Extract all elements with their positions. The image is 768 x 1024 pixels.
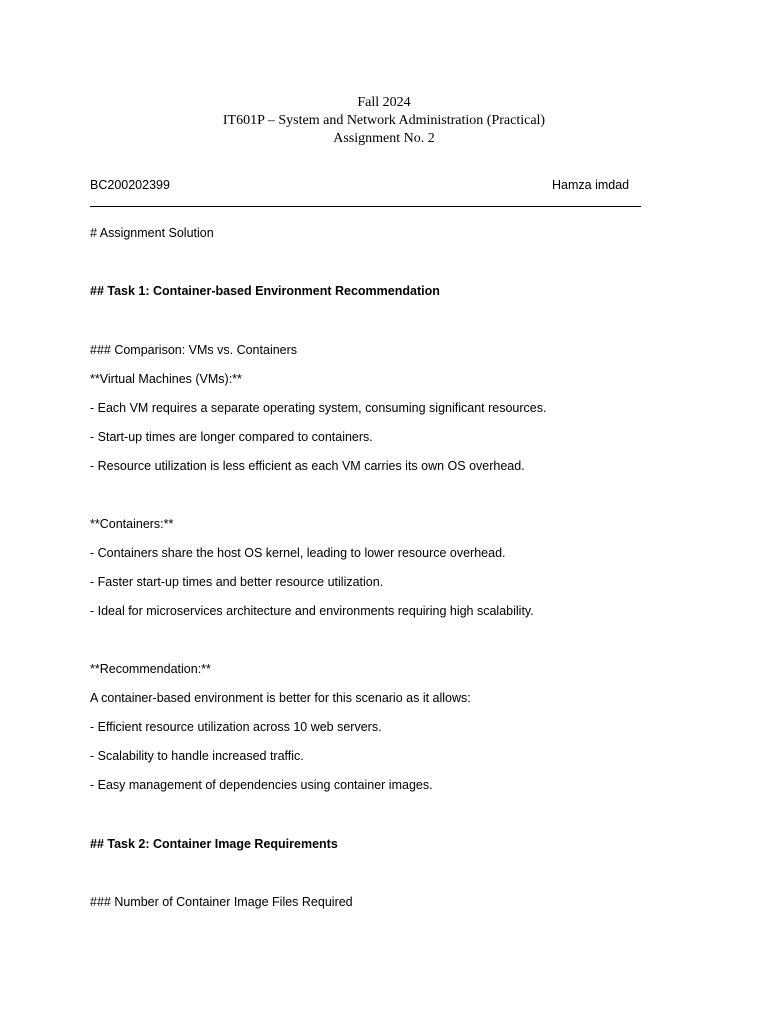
student-id: BC200202399 [90,178,170,192]
containers-label: **Containers:** [90,517,174,531]
course-title: IT601P – System and Network Administration (Practical) [222,113,546,128]
recommendation-label: **Recommendation:** [90,662,211,676]
vm-point: - Start-up times are longer compared to containers. [90,430,373,444]
document-term: Fall 2024 [357,95,411,110]
comparison-heading: ### Comparison: VMs vs. Containers [90,343,298,357]
container-point: - Faster start-up times and better resource utilization. [90,575,384,589]
vm-point: - Resource utilization is less efficient as each VM carries its own OS overhead. [90,459,525,473]
image-files-heading: ### Number of Container Image Files Required [90,895,353,909]
recommendation-point: - Efficient resource utilization across 10 web servers. [90,720,382,734]
container-point: - Containers share the host OS kernel, leading to lower resource overhead. [90,546,506,560]
solution-heading: # Assignment Solution [90,226,214,240]
vm-label: **Virtual Machines (VMs):** [90,372,242,386]
header-divider [90,206,641,207]
vm-point: - Each VM requires a separate operating system, consuming significant resources. [90,401,547,415]
assignment-number: Assignment No. 2 [333,131,435,146]
task1-heading: ## Task 1: Container-based Environment Recommendation [90,284,440,298]
recommendation-point: - Scalability to handle increased traffic. [90,749,304,763]
student-name: Hamza imdad [552,178,630,192]
recommendation-intro: A container-based environment is better for this scenario as it allows: [90,691,471,705]
recommendation-point: - Easy management of dependencies using container images. [90,778,433,792]
task2-heading: ## Task 2: Container Image Requirements [90,837,338,851]
container-point: - Ideal for microservices architecture and environments requiring high scalability. [90,604,534,618]
